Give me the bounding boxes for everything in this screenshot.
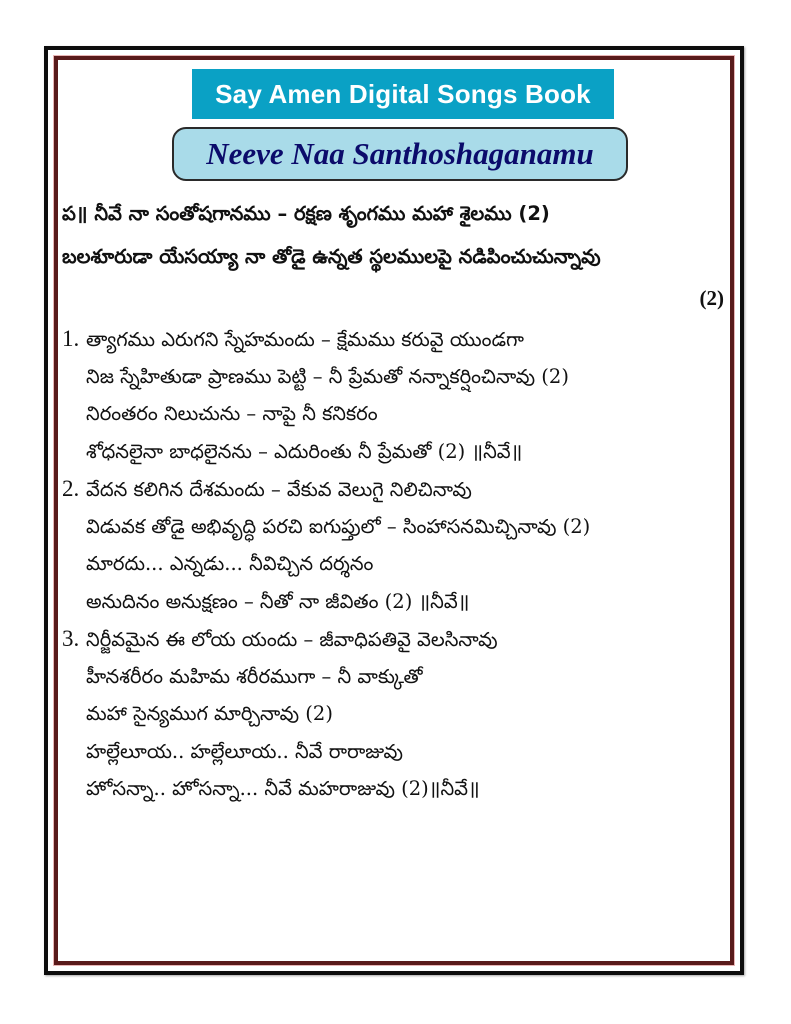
stanza-line: హల్లేలూయ.. హల్లేలూయ.. నీవే రారాజువు xyxy=(86,739,404,763)
stanza-line: హీనశరీరం మహిమ శరీరముగా – నీ వాక్కుతో xyxy=(86,664,423,688)
stanza-line-text: వేదన కలిగిన దేశమందు – వేకువ వెలుగై నిలిచినావు xyxy=(86,478,472,501)
songbook-banner: Say Amen Digital Songs Book xyxy=(192,69,614,119)
stanza-number: 1. xyxy=(62,326,80,351)
stanza-line: నిరంతరం నిలుచును – నాపై నీ కనికరం xyxy=(86,402,378,425)
stanza-line: విడువక తోడై అభివృద్ధి పరచి ఐగుప్తులో – సింహాసనమిచ్చినావు (2) xyxy=(86,514,591,538)
stanza-line: శోధనలైనా బాధలైనను – ఎదురింతు నీ ప్రేమతో (2) ॥నీవే॥ xyxy=(86,439,523,463)
stanza-1 xyxy=(62,320,726,470)
song-title: Neeve Naa Santhoshaganamu xyxy=(172,127,628,181)
pallavi-line: ప॥ నీవే నా సంతోషగానము – రక్షణ శృంగము మహా శైలము (2) xyxy=(62,202,550,225)
stanza-line-text: త్యాగము ఎరుగని స్నేహమందు – క్షేమము కరువై యుండగా xyxy=(86,328,524,351)
stanza-line: మారదు... ఎన్నడు... నీవిచ్చిన దర్శనం xyxy=(86,552,374,575)
stanza-line-text: నిర్జీవమైన ఈ లోయ యందు – జీవాధిపతివై వెలసినావు xyxy=(86,628,498,651)
stanza-3 xyxy=(62,620,726,808)
stanza-line: మహా సైన్యముగ మార్చినావు (2) xyxy=(86,702,333,725)
stanza-line: హోసన్నా.. హోసన్నా... నీవే మహరాజువు (2)॥నీవే॥ xyxy=(86,777,480,800)
stanza-line xyxy=(62,470,726,508)
stanza-line xyxy=(62,320,726,358)
stanza-2 xyxy=(62,470,726,620)
pallavi-line: బలశూరుడా యేసయ్యా నా తోడై ఉన్నత స్థలములపై నడిపించుచున్నావు xyxy=(62,245,601,268)
stanza-number: 2. xyxy=(62,476,80,501)
stanza-line xyxy=(62,620,726,658)
stanza-number: 3. xyxy=(62,626,80,651)
stanza-line: అనుదినం అనుక్షణం – నీతో నా జీవితం (2) ॥నీవే॥ xyxy=(86,589,470,613)
stanza-line: నిజ స్నేహితుడా ప్రాణము పెట్టి – నీ ప్రేమతో నన్నాకర్షించినావు (2) xyxy=(86,364,569,388)
lyrics-body xyxy=(62,192,726,808)
pallavi-repeat-marker: (2) xyxy=(699,286,724,310)
